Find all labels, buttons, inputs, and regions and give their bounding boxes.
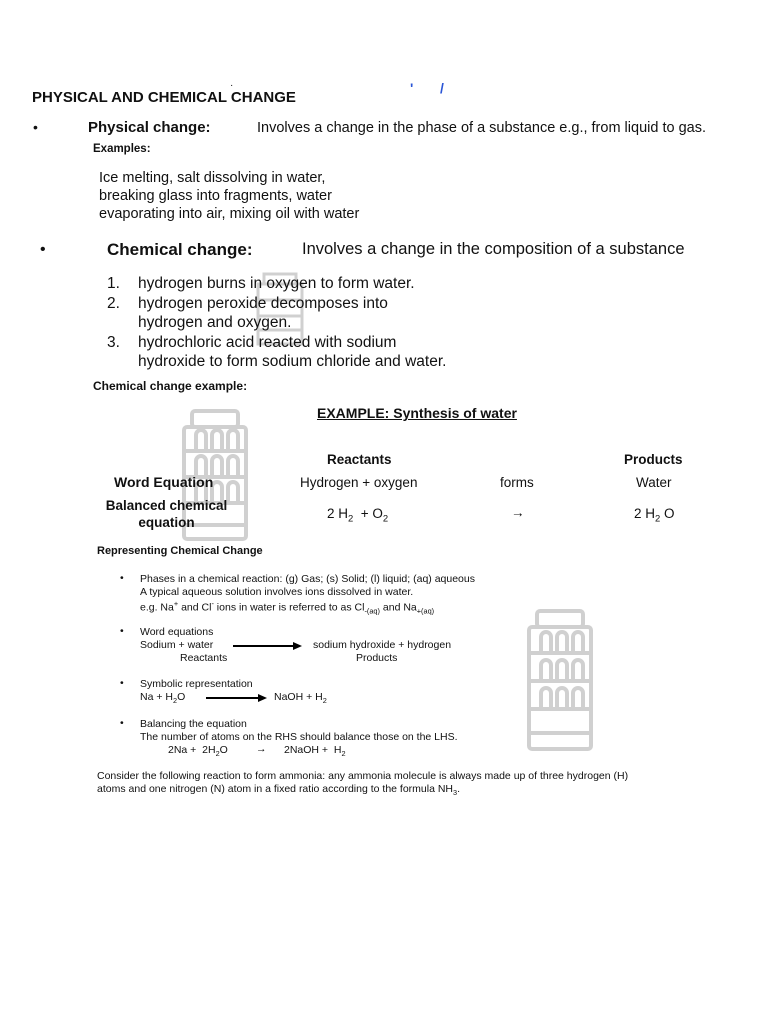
phases-example xyxy=(140,599,434,616)
subscript: 2 xyxy=(655,513,661,525)
reaction-arrow-head xyxy=(258,694,267,702)
text-part: and Cl xyxy=(178,601,212,614)
closing-line xyxy=(97,783,460,797)
reaction-arrow xyxy=(233,645,293,647)
bullet: • xyxy=(120,625,124,637)
reactants-label: Reactants xyxy=(180,652,228,664)
subscript: +(aq) xyxy=(416,606,435,616)
reaction-arrow-head xyxy=(293,642,302,650)
example-heading: EXAMPLE: Synthesis of water xyxy=(317,405,517,421)
formula-part: O xyxy=(177,691,186,703)
balanced-equation-products xyxy=(634,506,675,525)
bullet: • xyxy=(120,717,124,729)
subscript: 2 xyxy=(172,696,178,706)
balancing-line: The number of atoms on the RHS should balance those on the LHS. xyxy=(140,731,458,743)
products-label: Products xyxy=(356,652,398,664)
text-part: and Na xyxy=(379,601,417,614)
list-text: hydrogen and oxygen. xyxy=(138,314,292,331)
symbolic-left xyxy=(140,691,185,705)
balanced-equation-reactants xyxy=(327,506,388,525)
list-text: hydrochloric acid reacted with sodium xyxy=(138,333,397,351)
stray-mark: · xyxy=(230,80,234,91)
formula-part: 2NaOH + H xyxy=(284,744,342,756)
chemical-change-label: Chemical change: xyxy=(107,240,253,259)
word-equation-reactants: Hydrogen + oxygen xyxy=(300,475,418,490)
formula-part: + O xyxy=(353,506,383,521)
balancing-equation-right xyxy=(284,744,346,758)
formula-part: 2 H xyxy=(634,506,656,521)
text-part: . xyxy=(457,783,461,795)
formula-part: O xyxy=(219,744,228,756)
subscript: 2 xyxy=(322,696,327,706)
list-text: hydrogen burns in oxygen to form water. xyxy=(138,275,415,292)
closing-line: Consider the following reaction to form ammonia: any ammonia molecule is always made up of three hydrogen (H) xyxy=(97,770,629,782)
word-equation-right: sodium hydroxide + hydrogen xyxy=(313,639,452,651)
bullet: • xyxy=(120,677,124,689)
example-line: Ice melting, salt dissolving in water, xyxy=(99,170,326,186)
list-number: 3. xyxy=(107,333,120,351)
formula-part: 2 H xyxy=(327,506,349,521)
formula-part: 2Na + 2H xyxy=(168,744,216,756)
page-title: PHYSICAL AND CHEMICAL CHANGE xyxy=(32,89,296,106)
example-line: breaking glass into fragments, water xyxy=(99,188,332,204)
formula-part: O xyxy=(660,506,675,521)
bullet: • xyxy=(120,572,124,584)
physical-examples xyxy=(99,169,359,223)
subscript: 2 xyxy=(382,513,389,525)
text-part: ions in water is referred to as Cl xyxy=(213,601,365,614)
text-part: atoms and one nitrogen (N) atom in a fixed ratio according to the formula NH xyxy=(97,783,454,795)
row-label-line: Balanced chemical xyxy=(105,498,228,513)
stray-mark: / xyxy=(440,80,444,96)
formula-part: Na + H xyxy=(140,691,173,703)
bullet: • xyxy=(40,241,46,258)
word-equation-products: Water xyxy=(636,475,672,490)
physical-change-label: Physical change: xyxy=(88,119,211,136)
balancing-title: Balancing the equation xyxy=(140,718,247,730)
stray-mark: ' xyxy=(410,80,414,96)
symbolic-title: Symbolic representation xyxy=(140,678,253,690)
list-text: hydroxide to form sodium chloride and water. xyxy=(138,353,447,370)
phases-line: A typical aqueous solution involves ions dissolved in water. xyxy=(140,586,414,598)
text-part: e.g. Na xyxy=(140,601,174,614)
examples-label: Examples: xyxy=(93,143,151,155)
physical-change-definition: Involves a change in the phase of a substance e.g., from liquid to gas. xyxy=(257,120,706,136)
reaction-arrow xyxy=(206,697,258,699)
symbolic-right xyxy=(274,691,327,705)
bullet: • xyxy=(33,119,38,135)
superscript: + xyxy=(173,599,179,608)
phases-title: Phases in a chemical reaction: (g) Gas; (s) Solid; (l) liquid; (aq) aqueous xyxy=(140,573,475,585)
list-number: 2. xyxy=(107,294,120,312)
column-header-reactants: Reactants xyxy=(327,452,392,467)
word-equations-title: Word equations xyxy=(140,626,214,638)
balancing-equation-arrow: → xyxy=(256,743,267,755)
chemical-change-definition: Involves a change in the composition of a substance xyxy=(302,240,685,258)
subscript: -(aq) xyxy=(364,606,380,616)
word-equation-middle: forms xyxy=(500,475,534,490)
representing-heading: Representing Chemical Change xyxy=(97,545,263,557)
example-line: evaporating into air, mixing oil with water xyxy=(99,206,360,222)
balanced-equation-arrow: → xyxy=(511,505,525,520)
list-text: hydrogen peroxide decomposes into xyxy=(138,294,388,312)
subscript: 3 xyxy=(453,788,458,798)
list-number: 1. xyxy=(107,275,120,292)
subscript: 2 xyxy=(348,513,354,525)
tower-watermark-icon xyxy=(515,605,605,755)
balancing-equation-left xyxy=(168,744,228,758)
subscript: 2 xyxy=(215,749,220,759)
word-equation-left: Sodium + water xyxy=(140,639,214,651)
formula-part: NaOH + H xyxy=(274,691,323,703)
superscript: - xyxy=(211,599,214,608)
chemical-example-label: Chemical change example: xyxy=(93,379,248,393)
row-label-word-equation: Word Equation xyxy=(114,474,214,490)
row-label-line: equation xyxy=(138,515,195,530)
column-header-products: Products xyxy=(624,452,683,467)
row-label-balanced-equation xyxy=(99,497,234,531)
subscript: 2 xyxy=(341,749,346,759)
